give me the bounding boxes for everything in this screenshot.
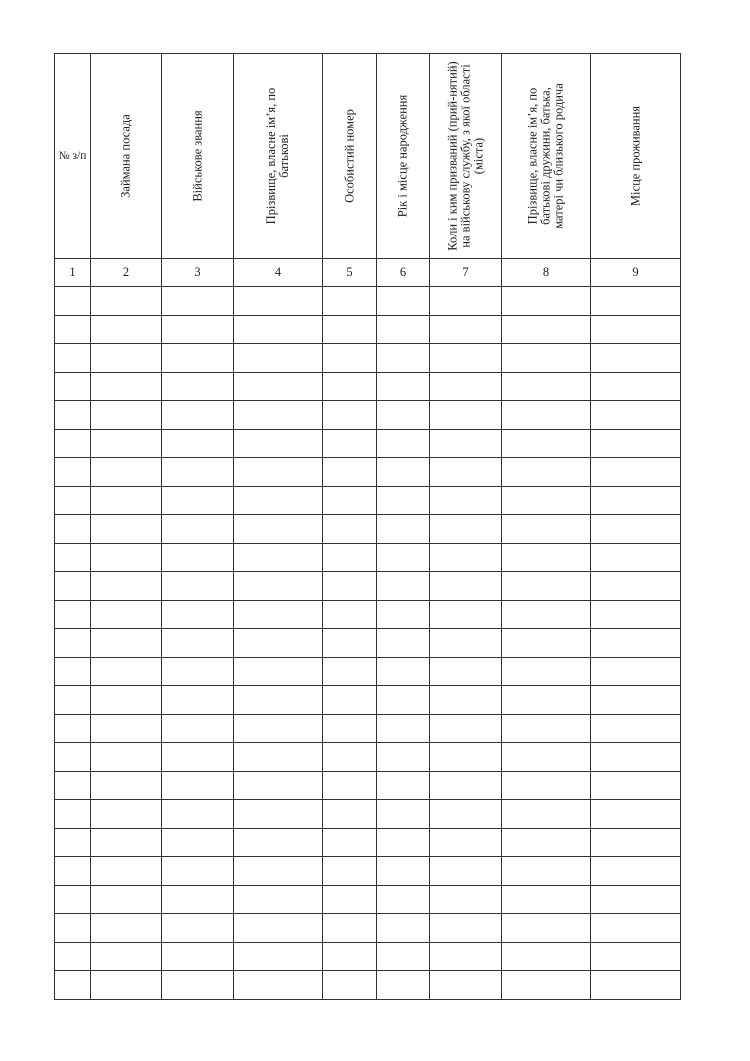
table-cell[interactable]: [502, 372, 591, 401]
table-row: [55, 543, 681, 572]
table-row: [55, 401, 681, 430]
header-residence-label: Місце проживання: [628, 105, 642, 207]
table-cell[interactable]: [162, 800, 234, 829]
table-cell[interactable]: [502, 743, 591, 772]
table-cell[interactable]: [323, 714, 377, 743]
table-cell[interactable]: [591, 914, 681, 943]
table-cell[interactable]: [55, 743, 91, 772]
table-cell[interactable]: [55, 458, 91, 487]
table-cell[interactable]: [323, 657, 377, 686]
table-cell[interactable]: [591, 287, 681, 316]
table-cell[interactable]: [377, 287, 430, 316]
table-cell[interactable]: [55, 714, 91, 743]
table-cell[interactable]: [234, 857, 323, 886]
table-cell[interactable]: [323, 800, 377, 829]
table-cell[interactable]: [323, 429, 377, 458]
table-cell[interactable]: [55, 344, 91, 373]
table-cell[interactable]: [591, 401, 681, 430]
table-cell[interactable]: [162, 401, 234, 430]
table-cell[interactable]: [323, 315, 377, 344]
column-number: 8: [502, 259, 591, 287]
table-cell[interactable]: [430, 515, 502, 544]
column-number: 6: [377, 259, 430, 287]
table-cell[interactable]: [377, 800, 430, 829]
table-row: [55, 743, 681, 772]
table-cell[interactable]: [91, 372, 162, 401]
table-cell[interactable]: [162, 515, 234, 544]
header-number-label: № з/п: [58, 150, 87, 162]
table-cell[interactable]: [591, 885, 681, 914]
table-cell[interactable]: [91, 885, 162, 914]
table-cell[interactable]: [323, 458, 377, 487]
table-cell[interactable]: [377, 914, 430, 943]
table-cell[interactable]: [55, 657, 91, 686]
table-cell[interactable]: [91, 287, 162, 316]
table-cell[interactable]: [162, 543, 234, 572]
table-cell[interactable]: [55, 885, 91, 914]
table-cell[interactable]: [430, 771, 502, 800]
table-cell[interactable]: [91, 828, 162, 857]
header-relative-label: Прізвище, власне ім’я, по батькові дружини, батька, матері чи близького родича: [525, 83, 566, 229]
column-number: 4: [234, 259, 323, 287]
table-cell[interactable]: [377, 885, 430, 914]
table-cell[interactable]: [377, 515, 430, 544]
table-cell[interactable]: [502, 344, 591, 373]
table-row: [55, 828, 681, 857]
header-personal-number-label: Особистий номер: [342, 109, 356, 203]
table-cell[interactable]: [430, 315, 502, 344]
table-cell[interactable]: [162, 686, 234, 715]
table-cell[interactable]: [430, 486, 502, 515]
table-cell[interactable]: [502, 771, 591, 800]
table-row: [55, 372, 681, 401]
table-cell[interactable]: [234, 429, 323, 458]
table-cell[interactable]: [502, 714, 591, 743]
table-cell[interactable]: [323, 971, 377, 1000]
header-cell-birth: [377, 54, 430, 259]
table-cell[interactable]: [591, 971, 681, 1000]
table-cell[interactable]: [430, 914, 502, 943]
table-cell[interactable]: [591, 686, 681, 715]
table-cell[interactable]: [430, 629, 502, 658]
table-cell[interactable]: [377, 743, 430, 772]
table-cell[interactable]: [591, 315, 681, 344]
table-cell[interactable]: [91, 800, 162, 829]
table-cell[interactable]: [502, 686, 591, 715]
table-cell[interactable]: [591, 942, 681, 971]
table-cell[interactable]: [162, 857, 234, 886]
table-row: [55, 885, 681, 914]
table-cell[interactable]: [591, 543, 681, 572]
table-cell[interactable]: [55, 572, 91, 601]
column-number: 5: [323, 259, 377, 287]
table-cell[interactable]: [430, 429, 502, 458]
table-row: [55, 315, 681, 344]
table-cell[interactable]: [502, 885, 591, 914]
table-cell[interactable]: [377, 686, 430, 715]
table-cell[interactable]: [430, 600, 502, 629]
header-cell-personal-number: [323, 54, 377, 259]
table-cell[interactable]: [162, 315, 234, 344]
table-cell[interactable]: [430, 686, 502, 715]
table-cell[interactable]: [323, 486, 377, 515]
table-cell[interactable]: [502, 600, 591, 629]
header-cell-residence: [591, 54, 681, 259]
table-cell[interactable]: [162, 971, 234, 1000]
table-cell[interactable]: [430, 401, 502, 430]
table-cell[interactable]: [234, 515, 323, 544]
table-cell[interactable]: [377, 657, 430, 686]
table-cell[interactable]: [55, 315, 91, 344]
table-cell[interactable]: [430, 458, 502, 487]
table-cell[interactable]: [91, 914, 162, 943]
table-cell[interactable]: [91, 486, 162, 515]
table-cell[interactable]: [91, 315, 162, 344]
table-cell[interactable]: [323, 344, 377, 373]
table-row: [55, 857, 681, 886]
table-cell[interactable]: [591, 857, 681, 886]
table-cell[interactable]: [55, 515, 91, 544]
table-cell[interactable]: [591, 629, 681, 658]
table-cell[interactable]: [502, 800, 591, 829]
table-cell[interactable]: [234, 971, 323, 1000]
table-cell[interactable]: [502, 657, 591, 686]
table-cell[interactable]: [91, 942, 162, 971]
table-cell[interactable]: [591, 828, 681, 857]
table-cell[interactable]: [323, 828, 377, 857]
table-cell[interactable]: [502, 914, 591, 943]
table-cell[interactable]: [55, 914, 91, 943]
table-cell[interactable]: [377, 372, 430, 401]
column-number: 7: [430, 259, 502, 287]
table-cell[interactable]: [591, 771, 681, 800]
table-cell[interactable]: [591, 429, 681, 458]
header-row: [55, 54, 681, 259]
header-conscription-label: Коли і ким призваний (прий-нятий) на військову службу, з якої області (міста): [445, 61, 485, 251]
table-row: [55, 429, 681, 458]
table-cell[interactable]: [91, 743, 162, 772]
table-cell[interactable]: [234, 600, 323, 629]
table-cell[interactable]: [162, 372, 234, 401]
header-rank-label: Військове звання: [190, 110, 204, 202]
table-cell[interactable]: [162, 600, 234, 629]
table-cell[interactable]: [162, 914, 234, 943]
table-row: [55, 800, 681, 829]
table-cell[interactable]: [377, 629, 430, 658]
table-cell[interactable]: [430, 885, 502, 914]
table-cell[interactable]: [91, 600, 162, 629]
table-cell[interactable]: [502, 486, 591, 515]
table-row: [55, 515, 681, 544]
table-cell[interactable]: [55, 629, 91, 658]
table-cell[interactable]: [502, 458, 591, 487]
table-cell[interactable]: [234, 657, 323, 686]
table-cell[interactable]: [323, 885, 377, 914]
header-cell-position: [91, 54, 162, 259]
table-cell[interactable]: [591, 714, 681, 743]
table-cell[interactable]: [91, 572, 162, 601]
header-cell-number: [55, 54, 91, 259]
table-cell[interactable]: [430, 572, 502, 601]
table-cell[interactable]: [591, 800, 681, 829]
table-cell[interactable]: [323, 857, 377, 886]
table-cell[interactable]: [234, 771, 323, 800]
table-cell[interactable]: [591, 372, 681, 401]
table-cell[interactable]: [323, 771, 377, 800]
table-cell[interactable]: [591, 515, 681, 544]
table-cell[interactable]: [162, 885, 234, 914]
table-cell[interactable]: [377, 429, 430, 458]
table-cell[interactable]: [234, 942, 323, 971]
table-cell[interactable]: [323, 401, 377, 430]
table-cell[interactable]: [430, 287, 502, 316]
table-cell[interactable]: [162, 629, 234, 658]
table-row: [55, 458, 681, 487]
table-cell[interactable]: [591, 572, 681, 601]
table-cell[interactable]: [323, 629, 377, 658]
table-cell[interactable]: [591, 486, 681, 515]
table-cell[interactable]: [162, 657, 234, 686]
table-cell[interactable]: [55, 600, 91, 629]
table-cell[interactable]: [55, 486, 91, 515]
table-cell[interactable]: [377, 771, 430, 800]
table-cell[interactable]: [91, 429, 162, 458]
table-cell[interactable]: [91, 857, 162, 886]
table-cell[interactable]: [591, 600, 681, 629]
table-cell[interactable]: [162, 743, 234, 772]
table-cell[interactable]: [591, 458, 681, 487]
table-cell[interactable]: [55, 543, 91, 572]
header-position-label: Займана посада: [118, 114, 133, 198]
table-cell[interactable]: [377, 600, 430, 629]
table-cell[interactable]: [55, 800, 91, 829]
table-row: [55, 629, 681, 658]
table-cell[interactable]: [55, 287, 91, 316]
table-cell[interactable]: [91, 344, 162, 373]
table-cell[interactable]: [430, 714, 502, 743]
table-cell[interactable]: [234, 401, 323, 430]
table-cell[interactable]: [91, 686, 162, 715]
table-row: [55, 486, 681, 515]
table-cell[interactable]: [234, 743, 323, 772]
table-cell[interactable]: [323, 287, 377, 316]
table-cell[interactable]: [323, 600, 377, 629]
table-row: [55, 572, 681, 601]
table-row: [55, 942, 681, 971]
header-birth-label: Рік і місце народження: [395, 94, 410, 218]
column-number-row: [55, 259, 681, 287]
table-cell[interactable]: [91, 971, 162, 1000]
table-cell[interactable]: [377, 486, 430, 515]
table-cell[interactable]: [502, 429, 591, 458]
table-row: [55, 344, 681, 373]
table-cell[interactable]: [91, 714, 162, 743]
table-cell[interactable]: [430, 743, 502, 772]
table-cell[interactable]: [162, 287, 234, 316]
table-row: [55, 657, 681, 686]
table-cell[interactable]: [377, 543, 430, 572]
table-cell[interactable]: [502, 401, 591, 430]
table-cell[interactable]: [502, 515, 591, 544]
table-cell[interactable]: [323, 572, 377, 601]
table-cell[interactable]: [377, 714, 430, 743]
table-cell[interactable]: [591, 344, 681, 373]
column-number: 3: [162, 259, 234, 287]
table-row: [55, 287, 681, 316]
table-cell[interactable]: [430, 942, 502, 971]
table-cell[interactable]: [377, 942, 430, 971]
header-full-name-label: Прізвище, власне ім’я, по батькові: [264, 87, 291, 225]
table-cell[interactable]: [502, 828, 591, 857]
table-cell[interactable]: [430, 857, 502, 886]
table-cell[interactable]: [162, 771, 234, 800]
table-cell[interactable]: [234, 486, 323, 515]
table-cell[interactable]: [234, 714, 323, 743]
table-row: [55, 686, 681, 715]
table-cell[interactable]: [377, 344, 430, 373]
table-cell[interactable]: [377, 458, 430, 487]
table-cell[interactable]: [234, 344, 323, 373]
table-cell[interactable]: [162, 344, 234, 373]
table-cell[interactable]: [430, 828, 502, 857]
table-cell[interactable]: [502, 629, 591, 658]
table-cell[interactable]: [502, 315, 591, 344]
table-cell[interactable]: [377, 315, 430, 344]
table-cell[interactable]: [377, 971, 430, 1000]
table-cell[interactable]: [55, 771, 91, 800]
table-cell[interactable]: [591, 743, 681, 772]
column-number: 2: [91, 259, 162, 287]
table-cell[interactable]: [234, 800, 323, 829]
table-cell[interactable]: [502, 971, 591, 1000]
table-cell[interactable]: [591, 657, 681, 686]
table-cell[interactable]: [323, 686, 377, 715]
table-cell[interactable]: [91, 657, 162, 686]
table-cell[interactable]: [430, 800, 502, 829]
table-cell[interactable]: [234, 572, 323, 601]
table-cell[interactable]: [234, 686, 323, 715]
table-cell[interactable]: [234, 543, 323, 572]
table-cell[interactable]: [502, 572, 591, 601]
column-number: 1: [55, 259, 91, 287]
table-cell[interactable]: [502, 942, 591, 971]
table-cell[interactable]: [234, 315, 323, 344]
table-cell[interactable]: [502, 287, 591, 316]
table-cell[interactable]: [55, 429, 91, 458]
table-cell[interactable]: [377, 857, 430, 886]
table-cell[interactable]: [162, 458, 234, 487]
table-cell[interactable]: [502, 543, 591, 572]
table-cell[interactable]: [55, 857, 91, 886]
header-cell-conscription: [430, 54, 502, 259]
table-cell[interactable]: [55, 401, 91, 430]
table-cell[interactable]: [430, 543, 502, 572]
table-cell[interactable]: [323, 942, 377, 971]
table-cell[interactable]: [377, 828, 430, 857]
table-cell[interactable]: [234, 885, 323, 914]
table-row: [55, 600, 681, 629]
table-cell[interactable]: [430, 971, 502, 1000]
table-cell[interactable]: [91, 629, 162, 658]
table-cell[interactable]: [91, 515, 162, 544]
table-row: [55, 714, 681, 743]
table-cell[interactable]: [162, 429, 234, 458]
table-cell[interactable]: [234, 914, 323, 943]
table-cell[interactable]: [234, 287, 323, 316]
table-cell[interactable]: [162, 942, 234, 971]
table-cell[interactable]: [91, 401, 162, 430]
table-cell[interactable]: [323, 515, 377, 544]
table-cell[interactable]: [323, 543, 377, 572]
table-cell[interactable]: [91, 458, 162, 487]
table-cell[interactable]: [162, 828, 234, 857]
table-row: [55, 771, 681, 800]
table-cell[interactable]: [55, 372, 91, 401]
table-cell[interactable]: [55, 942, 91, 971]
table-cell[interactable]: [55, 828, 91, 857]
table-cell[interactable]: [323, 372, 377, 401]
header-cell-relative: [502, 54, 591, 259]
table-cell[interactable]: [55, 971, 91, 1000]
table-cell[interactable]: [430, 344, 502, 373]
personnel-table: [54, 53, 681, 1000]
table-row: [55, 914, 681, 943]
table-cell[interactable]: [234, 828, 323, 857]
table-cell[interactable]: [377, 572, 430, 601]
table-cell[interactable]: [234, 372, 323, 401]
table-cell[interactable]: [91, 771, 162, 800]
table-cell[interactable]: [91, 543, 162, 572]
table-cell[interactable]: [55, 686, 91, 715]
table-cell[interactable]: [430, 372, 502, 401]
table-cell[interactable]: [377, 401, 430, 430]
header-cell-full-name: [234, 54, 323, 259]
table-cell[interactable]: [162, 572, 234, 601]
table-cell[interactable]: [234, 629, 323, 658]
table-cell[interactable]: [323, 914, 377, 943]
table-row: [55, 971, 681, 1000]
table-cell[interactable]: [162, 486, 234, 515]
table-cell[interactable]: [162, 714, 234, 743]
table-cell[interactable]: [234, 458, 323, 487]
header-cell-rank: [162, 54, 234, 259]
table-cell[interactable]: [323, 743, 377, 772]
table-cell[interactable]: [430, 657, 502, 686]
table-cell[interactable]: [502, 857, 591, 886]
column-number: 9: [591, 259, 681, 287]
